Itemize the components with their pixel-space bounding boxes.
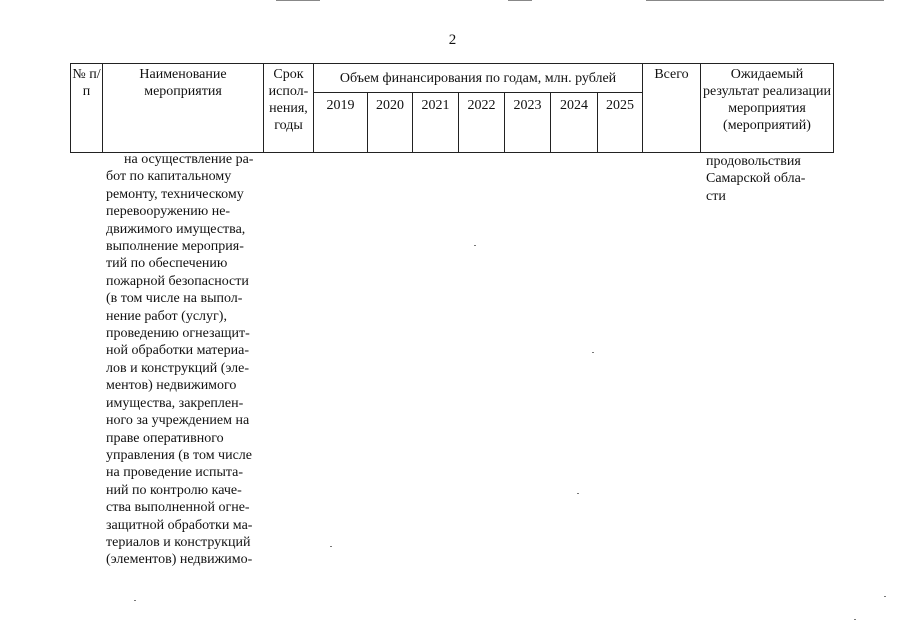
text-line: ного за учреждением на <box>106 413 250 429</box>
text-line: праве оперативного <box>106 430 224 446</box>
scan-speck <box>134 600 136 601</box>
scan-speck <box>854 619 856 620</box>
text-line: (в том числе на выпол- <box>106 291 243 307</box>
text-line: на проведение испыта- <box>106 465 244 481</box>
top-edge-line <box>276 0 320 1</box>
year-cell: 2020 <box>368 93 413 153</box>
text-line: ментов) недвижимого <box>106 378 237 394</box>
text-line: ний по контролю каче- <box>106 482 242 498</box>
year-cell: 2025 <box>598 93 643 153</box>
year-cell: 2021 <box>413 93 459 153</box>
year-cell: 2022 <box>459 93 505 153</box>
text-line: выполнение мероприя- <box>106 239 244 255</box>
text-line: териалов и конструкций <box>106 534 251 550</box>
measure-description <box>106 151 260 569</box>
text-line: ремонту, техническому <box>106 186 244 202</box>
text-line: продовольствия <box>706 154 801 169</box>
text-line: защитной обработки ма- <box>106 517 253 533</box>
scan-speck <box>474 245 476 246</box>
year-cell: 2023 <box>505 93 551 153</box>
top-edge-line <box>646 0 884 1</box>
header-total-cell: Всего <box>643 64 701 153</box>
expected-result-text <box>706 153 834 205</box>
text-line: управления (в том числе <box>106 447 253 463</box>
text-line: перевооружению не- <box>106 204 231 220</box>
scan-speck <box>884 596 886 597</box>
text-line: ства выполненной огне- <box>106 500 250 516</box>
text-line: сти <box>706 188 726 204</box>
scan-speck <box>577 493 579 494</box>
top-edge-line <box>508 0 532 1</box>
header-term-cell: Срок испол-нения, годы <box>264 64 314 153</box>
text-line: имущества, закреплен- <box>106 395 244 411</box>
text-line: движимого имущества, <box>106 221 246 237</box>
text-line: Самарской обла- <box>706 171 806 187</box>
scan-speck <box>330 546 332 547</box>
scan-speck <box>592 352 594 353</box>
text-line: нение работ (услуг), <box>106 308 227 324</box>
header-name-cell: Наименование мероприятия <box>103 64 264 153</box>
page-number: 2 <box>448 32 457 48</box>
text-line: на осуществление ра- <box>124 152 254 167</box>
text-line: проведению огнезащит- <box>106 326 250 342</box>
text-line: (элементов) недвижимо- <box>106 552 253 568</box>
text-line: бот по капитальному <box>106 169 232 185</box>
text-line: пожарной безопасности <box>106 273 249 289</box>
text-line: тий по обеспечению <box>106 256 228 272</box>
header-funding-cell: Объем финансирования по годам, млн. рублей <box>314 64 643 93</box>
year-cell: 2024 <box>551 93 598 153</box>
table-header <box>70 63 834 153</box>
header-number-cell: № п/п <box>71 64 103 153</box>
header-result-cell: Ожидаемый результат реализации мероприятия (мероприятий) <box>701 64 834 153</box>
text-line: лов и конструкций (эле- <box>106 360 250 376</box>
year-cell: 2019 <box>314 93 368 153</box>
text-line: ной обработки материа- <box>106 343 249 359</box>
